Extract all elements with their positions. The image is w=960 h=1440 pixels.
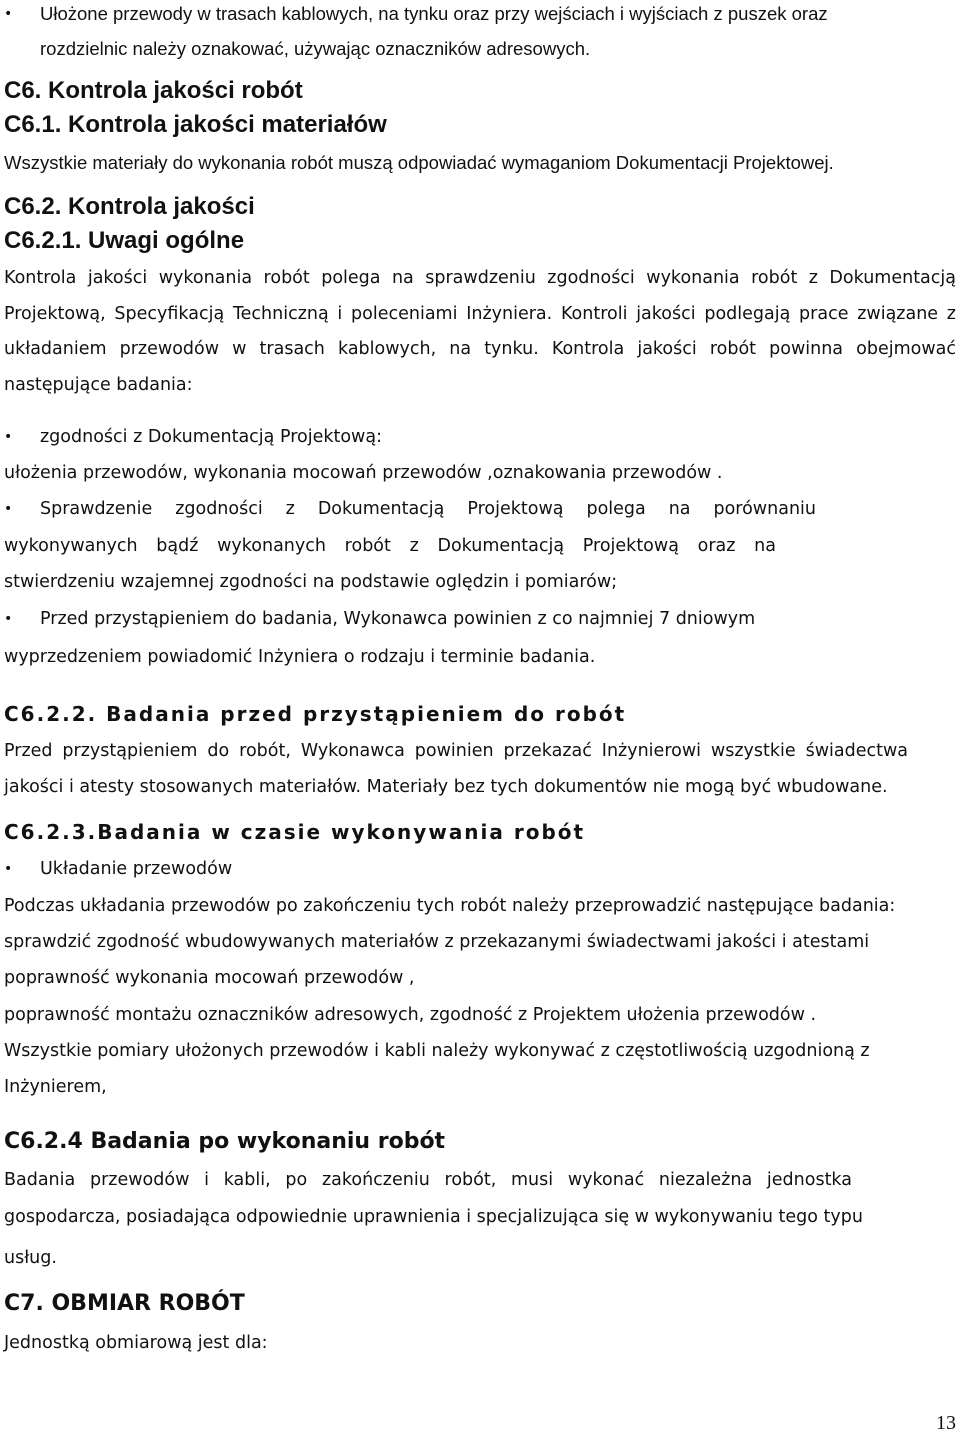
paragraph-line: stwierdzeniu wzajemnej zgodności na podstawie oględzin i pomiarów; [4, 572, 618, 592]
paragraph-line: Wszystkie pomiary ułożonych przewodów i kabli należy wykonywać z częstotliwością uzgodnioną z [4, 1041, 870, 1061]
section-heading: C6.1. Kontrola jakości materiałów [4, 111, 387, 138]
section-heading: C6. Kontrola jakości robót [4, 77, 303, 104]
paragraph-line: Badania przewodów i kabli, po zakończeniu robót, musi wykonać niezależna jednostka [4, 1170, 852, 1190]
paragraph-line: jakości i atesty stosowanych materiałów. Materiały bez tych dokumentów nie mogą być wbudowane. [4, 777, 888, 797]
paragraph-line: wykonywanych bądź wykonanych robót z Dokumentacją Projektową oraz na [4, 536, 776, 556]
section-heading: C6.2.3.Badania w czasie wykonywania robót [4, 820, 586, 844]
section-heading: C6.2.4 Badania po wykonaniu robót [4, 1129, 446, 1154]
paragraph-line: wyprzedzeniem powiadomić Inżyniera o rodzaju i terminie badania. [4, 647, 596, 667]
paragraph-line: Przed przystąpieniem do robót, Wykonawca powinien przekazać Inżynierowi wszystkie świadectwa [4, 741, 908, 761]
bullet-text: Sprawdzenie zgodności z Dokumentacją Projektową polega na porównaniu [40, 499, 816, 519]
section-heading: C6.2.2. Badania przed przystąpieniem do robót [4, 702, 627, 726]
paragraph-line: układaniem przewodów w trasach kablowych, na tynku. Kontrola jakości robót powinna obejmować [4, 339, 956, 359]
paragraph-line: Kontrola jakości wykonania robót polega na sprawdzeniu zgodności wykonania robót z Dokumentacją [4, 268, 956, 288]
paragraph-line: Inżynierem, [4, 1077, 107, 1097]
paragraph-line: gospodarcza, posiadająca odpowiednie uprawnienia i specjalizująca się w wykonywaniu tego typu [4, 1207, 863, 1227]
bullet-text: zgodności z Dokumentacją Projektową: [40, 427, 382, 447]
paragraph-line: Wszystkie materiały do wykonania robót muszą odpowiadać wymaganiom Dokumentacji Projektowej. [4, 152, 834, 173]
section-heading: C6.2.1. Uwagi ogólne [4, 227, 245, 254]
bullet-text: Przed przystąpieniem do badania, Wykonawca powinien z co najmniej 7 dniowym [40, 609, 756, 629]
paragraph-line: Podczas układania przewodów po zakończeniu tych robót należy przeprowadzić następujące badania: [4, 896, 896, 916]
section-heading: C6.2. Kontrola jakości [4, 193, 255, 220]
bullet: • [4, 6, 13, 22]
section-heading: C7. OBMIAR ROBÓT [4, 1291, 245, 1316]
paragraph-line: usług. [4, 1248, 57, 1268]
paragraph-line: sprawdzić zgodność wbudowywanych materiałów z przekazanymi świadectwami jakości i atestami [4, 932, 870, 952]
paragraph-line: poprawność montażu oznaczników adresowych, zgodność z Projektem ułożenia przewodów . [4, 1005, 817, 1025]
paragraph-line: ułożenia przewodów, wykonania mocowań przewodów ,oznakowania przewodów . [4, 463, 723, 483]
bullet: • [4, 429, 13, 445]
text-line: Ułożone przewody w trasach kablowych, na tynku oraz przy wejściach i wyjściach z puszek oraz [40, 3, 828, 24]
text-line: rozdzielnic należy oznakować, używając oznaczników adresowych. [40, 38, 591, 59]
bullet: • [4, 501, 13, 517]
paragraph-line: Jednostką obmiarową jest dla: [4, 1333, 268, 1353]
bullet: • [4, 611, 13, 627]
paragraph-line: Projektową, Specyfikacją Techniczną i poleceniami Inżyniera. Kontroli jakości podlegają prace związane z [4, 304, 956, 324]
page-number: 13 [936, 1412, 956, 1434]
paragraph-line: następujące badania: [4, 375, 193, 395]
bullet: • [4, 861, 13, 877]
paragraph-line: poprawność wykonania mocowań przewodów , [4, 968, 415, 988]
bullet-text: Układanie przewodów [40, 859, 233, 879]
